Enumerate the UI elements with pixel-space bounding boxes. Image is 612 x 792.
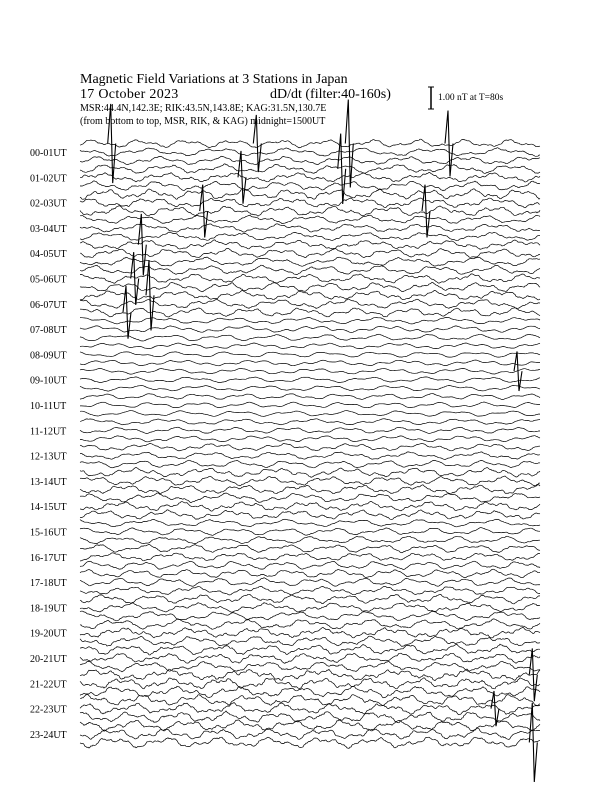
trace-rik-10-11UT: [80, 402, 540, 408]
trace-msr-02-03UT: [80, 206, 540, 217]
trace-kag-22-23UT: [80, 695, 540, 706]
trace-msr-23-24UT: [80, 737, 540, 748]
hour-label: 07-08UT: [30, 325, 67, 337]
trace-rik-15-16UT: [80, 528, 540, 536]
hour-label: 00-01UT: [30, 148, 67, 159]
event-spike-rik-01-02UT: [238, 151, 246, 204]
hour-label: 10-11UT: [30, 401, 67, 412]
station-coordinates: MSR:44.4N,142.3E; RIK:43.5N,143.8E; KAG:31.5N,130.7E: [80, 103, 327, 114]
trace-rik-17-18UT: [80, 578, 540, 587]
hour-label: 11-12UT: [30, 426, 67, 438]
trace-rik-18-19UT: [80, 603, 540, 613]
trace-rik-01-02UT: [80, 172, 540, 182]
trace-kag-06-07UT: [80, 290, 540, 300]
hour-label: 17-18UT: [30, 578, 67, 590]
trace-msr-07-08UT: [80, 334, 540, 341]
trace-kag-14-15UT: [80, 493, 540, 503]
trace-kag-15-16UT: [80, 519, 540, 527]
chart-quantity: dD/dt (filter:40-160s): [270, 87, 391, 102]
trace-kag-01-02UT: [80, 164, 540, 174]
trace-rik-16-17UT: [80, 553, 540, 561]
event-spike-kag-06-07UT: [146, 260, 154, 330]
trace-kag-12-13UT: [80, 443, 540, 451]
trace-msr-15-16UT: [80, 536, 540, 544]
trace-msr-20-21UT: [80, 661, 540, 672]
trace-rik-08-09UT: [80, 352, 540, 357]
trace-msr-08-09UT: [80, 360, 540, 366]
trace-msr-03-04UT: [80, 232, 540, 241]
trace-kag-04-05UT: [80, 240, 540, 250]
trace-msr-16-17UT: [80, 561, 540, 569]
trace-rik-07-08UT: [80, 326, 540, 333]
trace-rik-22-23UT: [80, 703, 540, 715]
trace-msr-19-20UT: [80, 636, 540, 646]
station-order-note: (from bottom to top, MSR, RIK, & KAG) midnight=1500UT: [80, 116, 326, 127]
hour-labels: [30, 148, 67, 741]
trace-msr-21-22UT: [80, 686, 540, 698]
event-spike-rik-05-06UT: [131, 252, 139, 305]
event-spike-kag-00-01UT: [445, 111, 453, 177]
trace-msr-06-07UT: [80, 308, 540, 317]
trace-kag-00-01UT: [80, 139, 540, 148]
event-spike-kag-09-10UT: [514, 351, 522, 391]
trace-msr-14-15UT: [80, 510, 540, 520]
trace-kag-03-04UT: [80, 215, 540, 224]
hour-label: 02-03UT: [30, 198, 67, 210]
trace-kag-07-08UT: [80, 317, 540, 324]
event-spike-kag-00-01UT: [345, 100, 353, 188]
station-traces: [80, 139, 540, 748]
trace-kag-21-22UT: [80, 669, 540, 681]
trace-msr-10-11UT: [80, 411, 540, 417]
trace-msr-05-06UT: [80, 282, 540, 291]
hour-label: 23-24UT: [30, 729, 67, 741]
trace-rik-13-14UT: [80, 476, 540, 486]
trace-msr-12-13UT: [80, 460, 540, 468]
hour-label: 08-09UT: [30, 350, 67, 362]
trace-msr-09-10UT: [80, 386, 540, 392]
hour-label: 12-13UT: [30, 451, 67, 463]
trace-kag-16-17UT: [80, 544, 540, 552]
hour-label: 15-16UT: [30, 527, 67, 539]
trace-msr-11-12UT: [80, 436, 540, 442]
trace-msr-22-23UT: [80, 711, 540, 723]
trace-rik-06-07UT: [80, 299, 540, 308]
trace-rik-00-01UT: [80, 148, 540, 157]
hour-label: 19-20UT: [30, 628, 67, 640]
trace-rik-19-20UT: [80, 627, 540, 638]
trace-msr-17-18UT: [80, 586, 540, 595]
trace-kag-17-18UT: [80, 569, 540, 577]
trace-rik-12-13UT: [80, 452, 540, 460]
hour-label: 18-19UT: [30, 603, 67, 615]
trace-kag-20-21UT: [80, 644, 540, 655]
trace-kag-09-10UT: [80, 368, 540, 374]
hour-label: 04-05UT: [30, 249, 67, 261]
hour-label: 01-02UT: [30, 173, 67, 185]
hour-label: 14-15UT: [30, 502, 67, 514]
trace-rik-03-04UT: [80, 224, 540, 232]
hour-label: 06-07UT: [30, 299, 67, 311]
trace-kag-02-03UT: [80, 189, 540, 200]
hour-label: 16-17UT: [30, 552, 67, 564]
scale-label: 1.00 nT at T=80s: [438, 93, 504, 103]
hour-label: 03-04UT: [30, 223, 67, 235]
trace-rik-04-05UT: [80, 248, 540, 257]
trace-rik-14-15UT: [80, 502, 540, 512]
trace-kag-23-24UT: [80, 720, 540, 731]
event-spike-kag-04-05UT: [138, 214, 146, 276]
trace-rik-21-22UT: [80, 678, 540, 689]
hour-label: 13-14UT: [30, 476, 67, 488]
trace-kag-18-19UT: [80, 594, 540, 604]
trace-kag-11-12UT: [80, 419, 540, 425]
hour-label: 22-23UT: [30, 704, 67, 716]
trace-rik-02-03UT: [80, 198, 540, 208]
chart-date: 17 October 2023: [80, 87, 179, 102]
trace-rik-23-24UT: [80, 728, 540, 740]
trace-kag-10-11UT: [80, 394, 540, 400]
hour-label: 09-10UT: [30, 375, 67, 387]
trace-rik-09-10UT: [80, 377, 540, 383]
event-spikes: [108, 100, 538, 783]
trace-msr-18-19UT: [80, 611, 540, 621]
chart-title: Magnetic Field Variations at 3 Stations in Japan: [80, 72, 348, 87]
trace-rik-11-12UT: [80, 427, 540, 433]
hour-label: 21-22UT: [30, 679, 67, 691]
trace-msr-13-14UT: [80, 485, 540, 494]
trace-kag-19-20UT: [80, 619, 540, 630]
trace-kag-13-14UT: [80, 467, 540, 477]
hour-label: 05-06UT: [30, 274, 67, 286]
trace-kag-08-09UT: [80, 343, 540, 349]
event-spike-msr-23-24UT: [529, 703, 537, 782]
trace-msr-00-01UT: [80, 156, 540, 164]
hour-label: 20-21UT: [30, 654, 67, 665]
